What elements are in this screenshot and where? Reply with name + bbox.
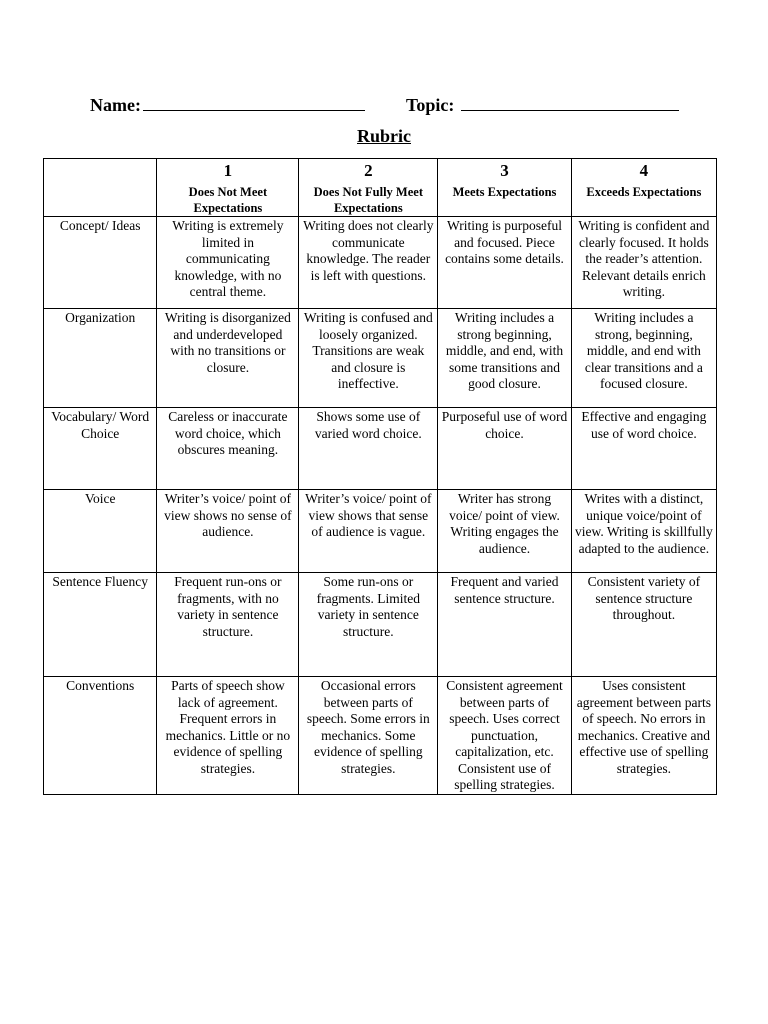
rubric-row	[44, 490, 717, 573]
criteria-cell: Writing is extremely limited in communicating knowledge, with no central theme.	[157, 217, 299, 309]
criteria-cell: Writes with a distinct, unique voice/point of view. Writing is skillfully adapted to the audience.	[571, 490, 716, 573]
criteria-cell: Writing is confused and loosely organized. Transitions are weak and closure is ineffective.	[299, 309, 438, 408]
criteria-cell: Writing is purposeful and focused. Piece contains some details.	[438, 217, 572, 309]
level-header	[571, 159, 716, 217]
category-label: Sentence Fluency	[44, 573, 157, 677]
rubric-row	[44, 677, 717, 795]
level-label: Does Not Fully Meet Expectations	[313, 185, 423, 215]
topic-label: Topic:	[406, 95, 455, 115]
rubric-row	[44, 309, 717, 408]
corner-cell	[44, 159, 157, 217]
level-header	[157, 159, 299, 217]
rubric-row	[44, 573, 717, 677]
rubric-row	[44, 408, 717, 490]
criteria-cell: Some run-ons or fragments. Limited variety in sentence structure.	[299, 573, 438, 677]
criteria-cell: Consistent variety of sentence structure throughout.	[571, 573, 716, 677]
level-header	[299, 159, 438, 217]
level-number: 3	[500, 161, 509, 180]
level-label: Meets Expectations	[452, 185, 557, 199]
topic-field	[406, 93, 679, 116]
rubric-row	[44, 217, 717, 309]
name-label: Name:	[90, 95, 141, 115]
name-field	[90, 93, 365, 116]
criteria-cell: Writing includes a strong beginning, middle, and end, with some transitions and good closure.	[438, 309, 572, 408]
topic-blank-line	[461, 93, 679, 111]
criteria-cell: Effective and engaging use of word choice.	[571, 408, 716, 490]
criteria-cell: Shows some use of varied word choice.	[299, 408, 438, 490]
level-number: 4	[639, 161, 649, 180]
criteria-cell: Writing includes a strong, beginning, middle, and end with clear transitions and a focused closure.	[571, 309, 716, 408]
page-title: Rubric	[357, 126, 411, 146]
criteria-cell: Purposeful use of word choice.	[438, 408, 572, 490]
category-label: Organization	[44, 309, 157, 408]
level-number: 2	[364, 161, 373, 180]
rubric-table	[43, 158, 717, 795]
criteria-cell: Parts of speech show lack of agreement. Frequent errors in mechanics. Little or no evidence of spelling strategies.	[157, 677, 299, 795]
name-blank-line	[143, 93, 365, 111]
category-label: Voice	[44, 490, 157, 573]
criteria-cell: Writing is confident and clearly focused. It holds the reader’s attention. Relevant details enrich writing.	[571, 217, 716, 309]
criteria-cell: Writer’s voice/ point of view shows that sense of audience is vague.	[299, 490, 438, 573]
rubric-header-row	[44, 159, 717, 217]
level-label: Does Not Meet Expectations	[188, 185, 268, 215]
criteria-cell: Frequent run-ons or fragments, with no variety in sentence structure.	[157, 573, 299, 677]
category-label: Vocabulary/ Word Choice	[44, 408, 157, 490]
criteria-cell: Writer’s voice/ point of view shows no sense of audience.	[157, 490, 299, 573]
criteria-cell: Writer has strong voice/ point of view. Writing engages the audience.	[438, 490, 572, 573]
category-label: Concept/ Ideas	[44, 217, 157, 309]
criteria-cell: Frequent and varied sentence structure.	[438, 573, 572, 677]
level-label: Exceeds Expectations	[586, 185, 702, 199]
criteria-cell: Writing is disorganized and underdeveloped with no transitions or closure.	[157, 309, 299, 408]
level-number: 1	[223, 161, 233, 180]
criteria-cell: Occasional errors between parts of speech. Some errors in mechanics. Some evidence of spelling strategies.	[299, 677, 438, 795]
level-header	[438, 159, 572, 217]
criteria-cell: Careless or inaccurate word choice, which obscures meaning.	[157, 408, 299, 490]
criteria-cell: Writing does not clearly communicate knowledge. The reader is left with questions.	[299, 217, 438, 309]
criteria-cell: Consistent agreement between parts of speech. Uses correct punctuation, capitalization, etc. Consistent use of spelling strategies.	[438, 677, 572, 795]
category-label: Conventions	[44, 677, 157, 795]
criteria-cell: Uses consistent agreement between parts of speech. No errors in mechanics. Creative and effective use of spelling strategies.	[571, 677, 716, 795]
